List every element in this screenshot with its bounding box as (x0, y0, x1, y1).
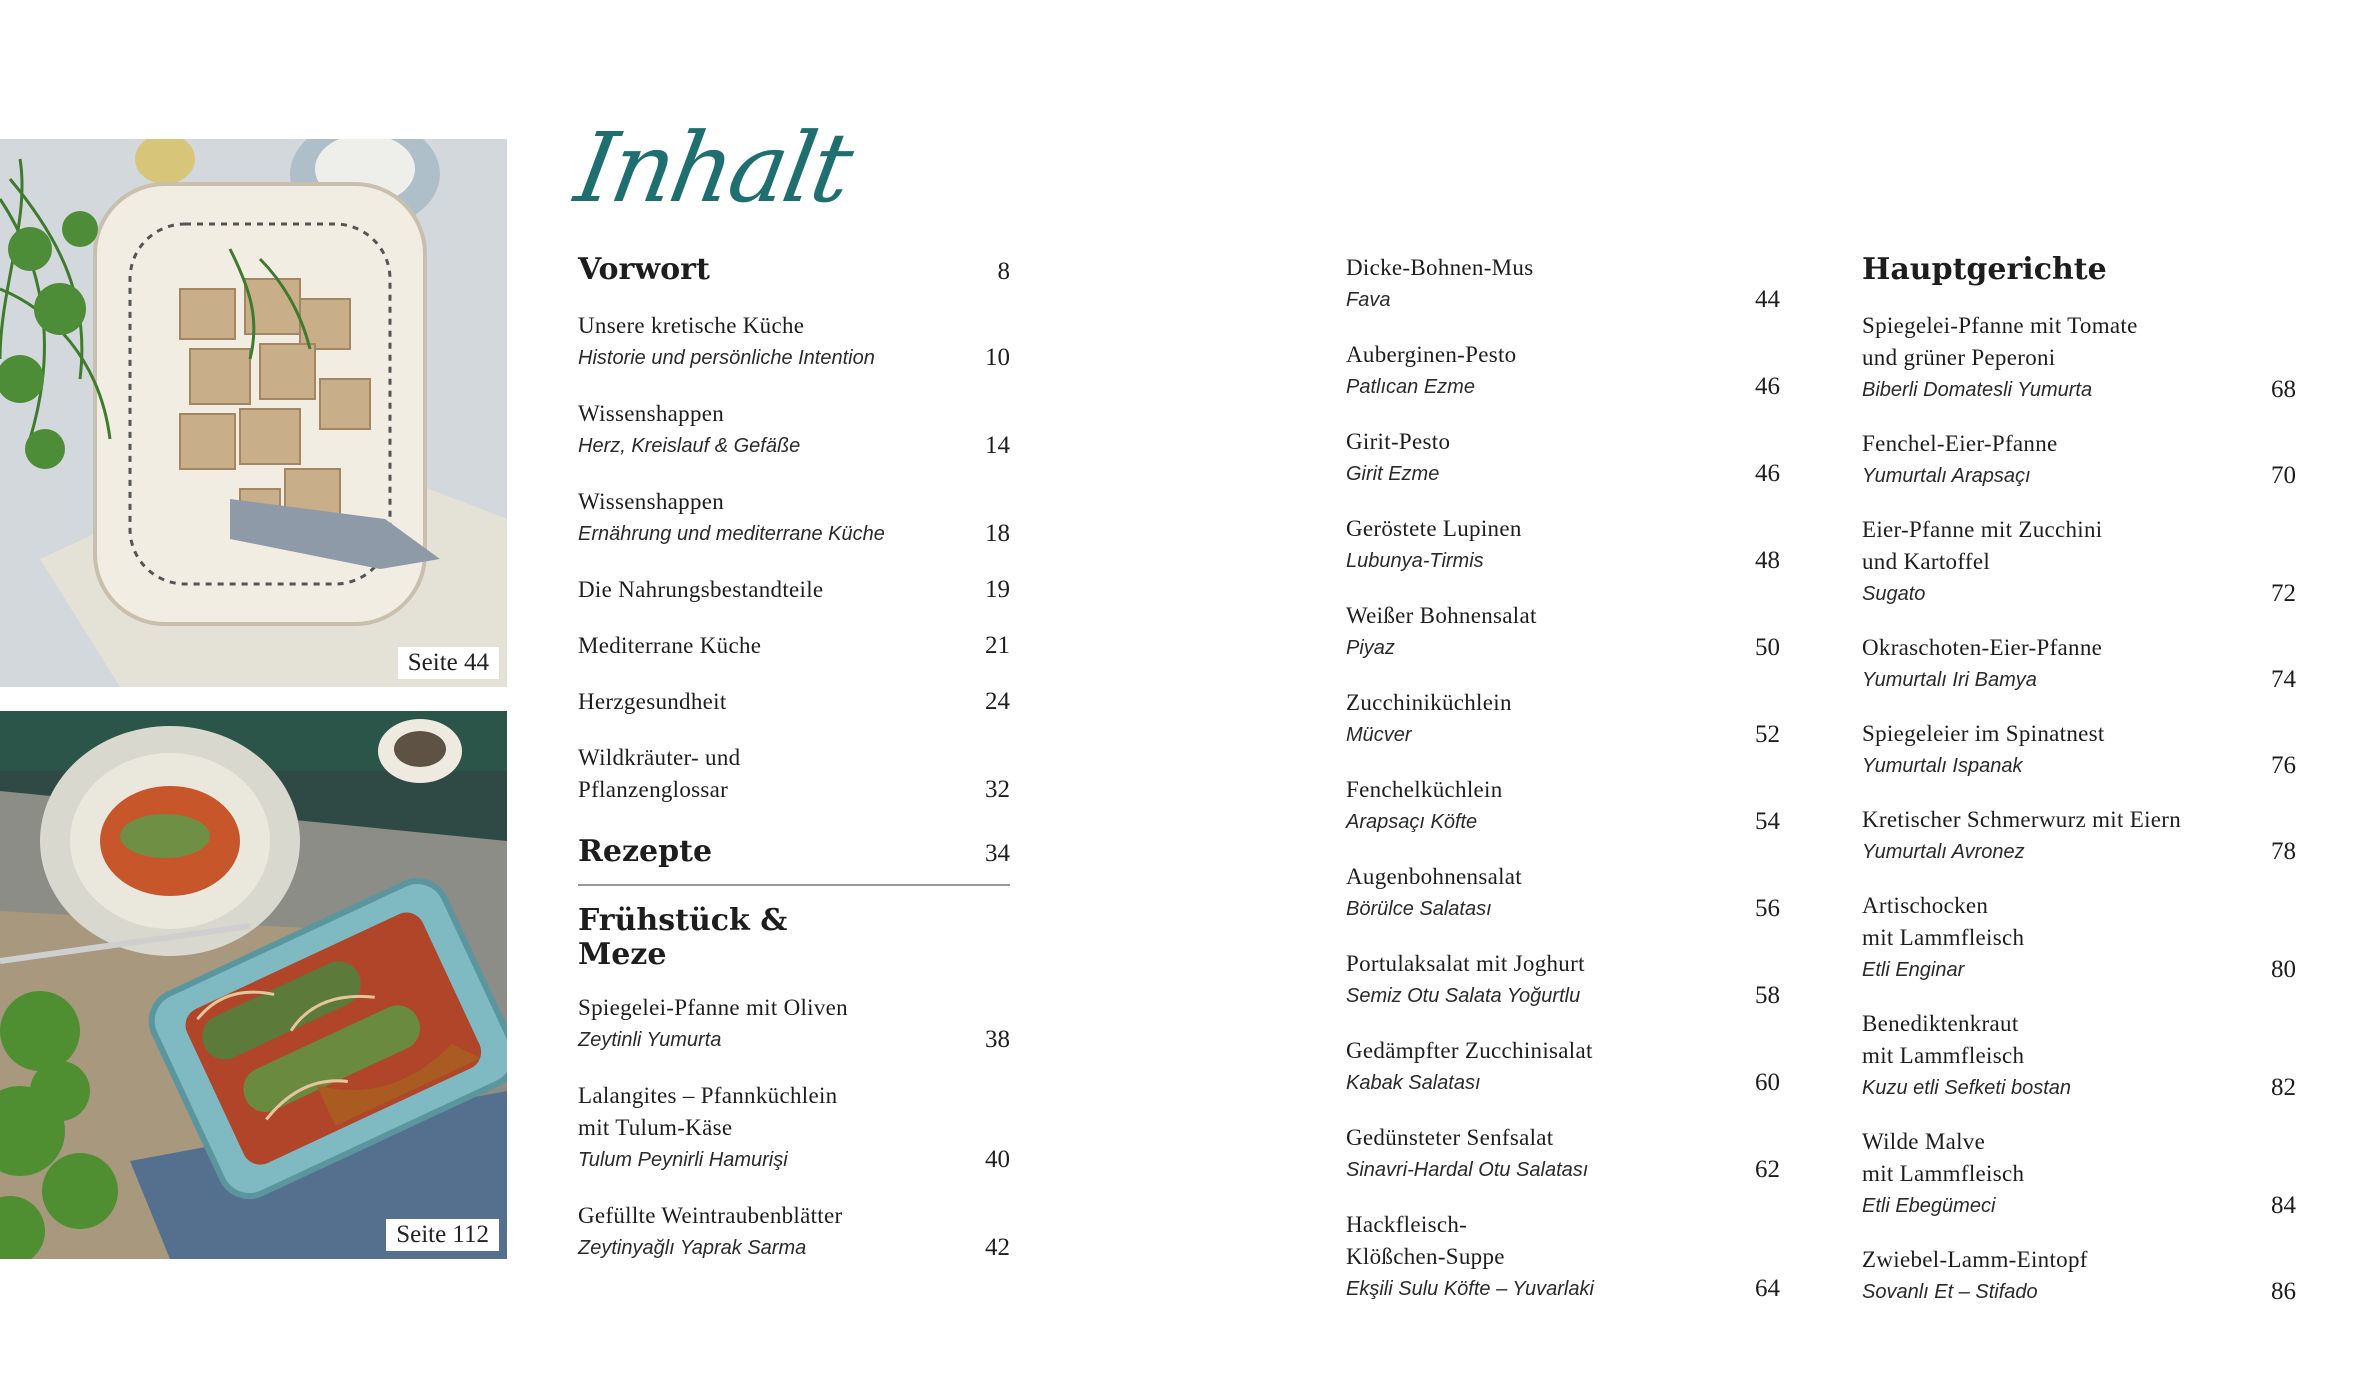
entry-title: Gedünsteter Senfsalat (1346, 1125, 1554, 1150)
entry-subtitle: Biberli Domatesli Yumurta (1862, 379, 2093, 401)
toc-section-hauptgerichte[interactable] (1862, 252, 2296, 288)
section-title: Vorwort (578, 252, 710, 287)
food-photo-zucchini-casserole (0, 711, 507, 1259)
page-number: 86 (2271, 1278, 2296, 1305)
entry-subtitle: Ernährung und mediterrane Küche (578, 523, 885, 545)
entry-subtitle: Sugato (1862, 583, 1926, 605)
toc-entry[interactable] (578, 574, 1010, 606)
entry-subtitle: Lubunya-Tirmis (1346, 550, 1484, 572)
toc-entry[interactable] (578, 398, 1010, 462)
page-number: 76 (2271, 752, 2296, 779)
entry-subtitle: Zeytinyağlı Yaprak Sarma (578, 1237, 807, 1259)
page-number: 72 (2271, 580, 2296, 607)
page-number: 24 (985, 688, 1010, 715)
photo-caption: Seite 112 (386, 1219, 499, 1251)
toc-entry[interactable] (1346, 426, 1780, 490)
entry-subtitle: Arapsaçı Köfte (1346, 811, 1478, 833)
section-title: Frühstück & Meze (578, 903, 788, 972)
entry-title: Spiegelei-Pfanne mit Tomate (1862, 313, 2138, 338)
toc-section-rezepte[interactable] (578, 834, 1010, 886)
toc-entry[interactable] (578, 1200, 1010, 1264)
entry-subtitle: Kuzu etli Sefketi bostan (1862, 1077, 2072, 1099)
entry-subtitle: Piyaz (1346, 637, 1395, 659)
entry-title: Mediterrane Küche (578, 633, 762, 658)
toc-section-fruehstueck[interactable] (578, 904, 1010, 972)
toc-entry[interactable] (1346, 1122, 1780, 1186)
entry-title: Eier-Pfanne mit Zucchini (1862, 517, 2103, 542)
entry-title: Weißer Bohnensalat (1346, 603, 1537, 628)
entry-title: Fenchel-Eier-Pfanne (1862, 431, 2058, 456)
entry-subtitle: Patlıcan Ezme (1346, 376, 1475, 398)
page-number: 21 (985, 632, 1010, 659)
entry-title: Unsere kretische Küche (578, 313, 805, 338)
page-number: 10 (985, 344, 1010, 371)
page-number: 82 (2271, 1074, 2296, 1101)
page-number: 44 (1755, 286, 1780, 313)
toc-section-vorwort[interactable] (578, 252, 1010, 288)
entry-subtitle: Herz, Kreislauf & Gefäße (578, 435, 801, 457)
toc-entry[interactable] (1862, 718, 2296, 782)
page-number: 84 (2271, 1192, 2296, 1219)
toc-entry[interactable] (1346, 1035, 1780, 1099)
entry-subtitle: Mücver (1346, 724, 1412, 746)
page-number: 54 (1755, 808, 1780, 835)
toc-entry[interactable] (578, 686, 1010, 718)
food-photo-cheese-plate (0, 139, 507, 687)
entry-title: Wissenshappen (578, 489, 725, 514)
entry-title: Artischocken (1862, 893, 1989, 918)
entry-title: Augenbohnensalat (1346, 864, 1522, 889)
page-number: 18 (985, 520, 1010, 547)
page-number: 46 (1755, 460, 1780, 487)
entry-subtitle: Zeytinli Yumurta (578, 1029, 722, 1051)
entry-subtitle: Semiz Otu Salata Yoğurtlu (1346, 985, 1581, 1007)
entry-title: Benediktenkraut (1862, 1011, 2019, 1036)
entry-title-line2: mit Lammfleisch (1862, 1161, 2025, 1186)
entry-title: Okraschoten-Eier-Pfanne (1862, 635, 2103, 660)
toc-entry[interactable] (1862, 310, 2296, 406)
page-number: 32 (985, 776, 1010, 803)
page-number: 34 (985, 840, 1010, 867)
entry-title: Auberginen-Pesto (1346, 342, 1517, 367)
entry-title: Fenchelküchlein (1346, 777, 1503, 802)
entry-subtitle: Yumurtalı Ispanak (1862, 755, 2023, 777)
entry-subtitle: Historie und persönliche Intention (578, 347, 875, 369)
entry-title: Kretischer Schmerwurz mit Eiern (1862, 807, 2182, 832)
toc-entry[interactable] (1346, 948, 1780, 1012)
entry-title-line2: mit Lammfleisch (1862, 1043, 2025, 1068)
page-number: 64 (1755, 1275, 1780, 1302)
page-number: 48 (1755, 547, 1780, 574)
section-title: Hauptgerichte (1862, 252, 2107, 287)
entry-title: Herzgesundheit (578, 689, 727, 714)
toc-entry[interactable] (1862, 890, 2296, 986)
entry-title-line2: mit Tulum-Käse (578, 1115, 733, 1140)
entry-title-line2: Klößchen-Suppe (1346, 1244, 1505, 1269)
page-number: 40 (985, 1146, 1010, 1173)
entry-title: Die Nahrungsbestandteile (578, 577, 824, 602)
toc-entry[interactable] (1346, 1209, 1780, 1305)
toc-entry[interactable] (1346, 774, 1780, 838)
toc-entry[interactable] (578, 992, 1010, 1056)
entry-title: Gedämpfter Zucchinisalat (1346, 1038, 1593, 1063)
page-number: 46 (1755, 373, 1780, 400)
entry-title: Wildkräuter- und (578, 745, 741, 770)
toc-entry[interactable] (1862, 428, 2296, 492)
entry-subtitle: Yumurtalı Iri Bamya (1862, 669, 2037, 691)
entry-title: Girit-Pesto (1346, 429, 1451, 454)
page-number: 56 (1755, 895, 1780, 922)
entry-subtitle: Fava (1346, 289, 1391, 311)
page-number: 74 (2271, 666, 2296, 693)
toc-entry[interactable] (1346, 600, 1780, 664)
entry-title: Spiegeleier im Spinatnest (1862, 721, 2105, 746)
toc-entry[interactable] (1862, 514, 2296, 610)
toc-entry[interactable] (578, 630, 1010, 662)
entry-subtitle: Yumurtalı Arapsaçı (1862, 465, 2031, 487)
page-number: 52 (1755, 721, 1780, 748)
page-number: 58 (1755, 982, 1780, 1009)
page-number: 42 (985, 1234, 1010, 1261)
section-title: Rezepte (578, 834, 713, 869)
page-title: Inhalt (568, 112, 858, 224)
entry-subtitle: Yumurtalı Avronez (1862, 841, 2025, 863)
toc-entry[interactable] (578, 742, 1010, 806)
toc-entry[interactable] (578, 1080, 1010, 1176)
entry-title-line2: Pflanzenglossar (578, 777, 729, 802)
entry-subtitle: Etli Enginar (1862, 959, 1965, 981)
toc-column-2 (1346, 252, 1780, 1328)
entry-title: Wissenshappen (578, 401, 725, 426)
entry-subtitle: Sinavri-Hardal Otu Salatası (1346, 1159, 1589, 1181)
toc-entry[interactable] (578, 310, 1010, 374)
page-number: 70 (2271, 462, 2296, 489)
page-number: 50 (1755, 634, 1780, 661)
toc-entry[interactable] (1346, 252, 1780, 316)
toc-entry[interactable] (1862, 1126, 2296, 1222)
page-number: 68 (2271, 376, 2296, 403)
page-number: 14 (985, 432, 1010, 459)
entry-title-line2: und grüner Peperoni (1862, 345, 2056, 370)
toc-entry[interactable] (578, 486, 1010, 550)
toc-entry[interactable] (1346, 861, 1780, 925)
entry-title: Wilde Malve (1862, 1129, 1986, 1154)
photo-caption: Seite 44 (398, 647, 499, 679)
page-number: 62 (1755, 1156, 1780, 1183)
toc-entry[interactable] (1862, 1244, 2296, 1308)
entry-title: Zucchiniküchlein (1346, 690, 1512, 715)
page-number: 60 (1755, 1069, 1780, 1096)
page-number: 38 (985, 1026, 1010, 1053)
entry-title: Dicke-Bohnen-Mus (1346, 255, 1534, 280)
toc-entry[interactable] (1346, 513, 1780, 577)
page-number: 19 (985, 576, 1010, 603)
entry-subtitle: Girit Ezme (1346, 463, 1440, 485)
entry-title: Hackfleisch- (1346, 1212, 1468, 1237)
entry-subtitle: Börülce Salatası (1346, 898, 1492, 920)
page-number: 78 (2271, 838, 2296, 865)
toc-entry[interactable] (1862, 632, 2296, 696)
toc-entry[interactable] (1346, 339, 1780, 403)
entry-subtitle: Tulum Peynirli Hamurişi (578, 1149, 788, 1171)
entry-title: Portulaksalat mit Joghurt (1346, 951, 1585, 976)
entry-subtitle: Kabak Salatası (1346, 1072, 1481, 1094)
toc-column-3 (1862, 252, 2296, 1330)
entry-title-line2: und Kartoffel (1862, 549, 1991, 574)
entry-title: Zwiebel-Lamm-Eintopf (1862, 1247, 2088, 1272)
toc-column-1 (578, 252, 1010, 1288)
entry-title: Spiegelei-Pfanne mit Oliven (578, 995, 848, 1020)
cheese-plate-illustration (0, 139, 507, 687)
entry-title: Gefüllte Weintraubenblätter (578, 1203, 843, 1228)
entry-title: Lalangites – Pfannküchlein (578, 1083, 838, 1108)
entry-subtitle: Etli Ebegümeci (1862, 1195, 1996, 1217)
entry-title: Geröstete Lupinen (1346, 516, 1522, 541)
toc-entry[interactable] (1862, 804, 2296, 868)
page-number: 8 (997, 258, 1010, 285)
zucchini-casserole-illustration (0, 711, 507, 1259)
entry-subtitle: Sovanlı Et – Stifado (1862, 1281, 2038, 1303)
toc-entry[interactable] (1346, 687, 1780, 751)
entry-title-line2: mit Lammfleisch (1862, 925, 2025, 950)
page-number: 80 (2271, 956, 2296, 983)
entry-subtitle: Ekşili Sulu Köfte – Yuvarlaki (1346, 1278, 1594, 1300)
toc-entry[interactable] (1862, 1008, 2296, 1104)
